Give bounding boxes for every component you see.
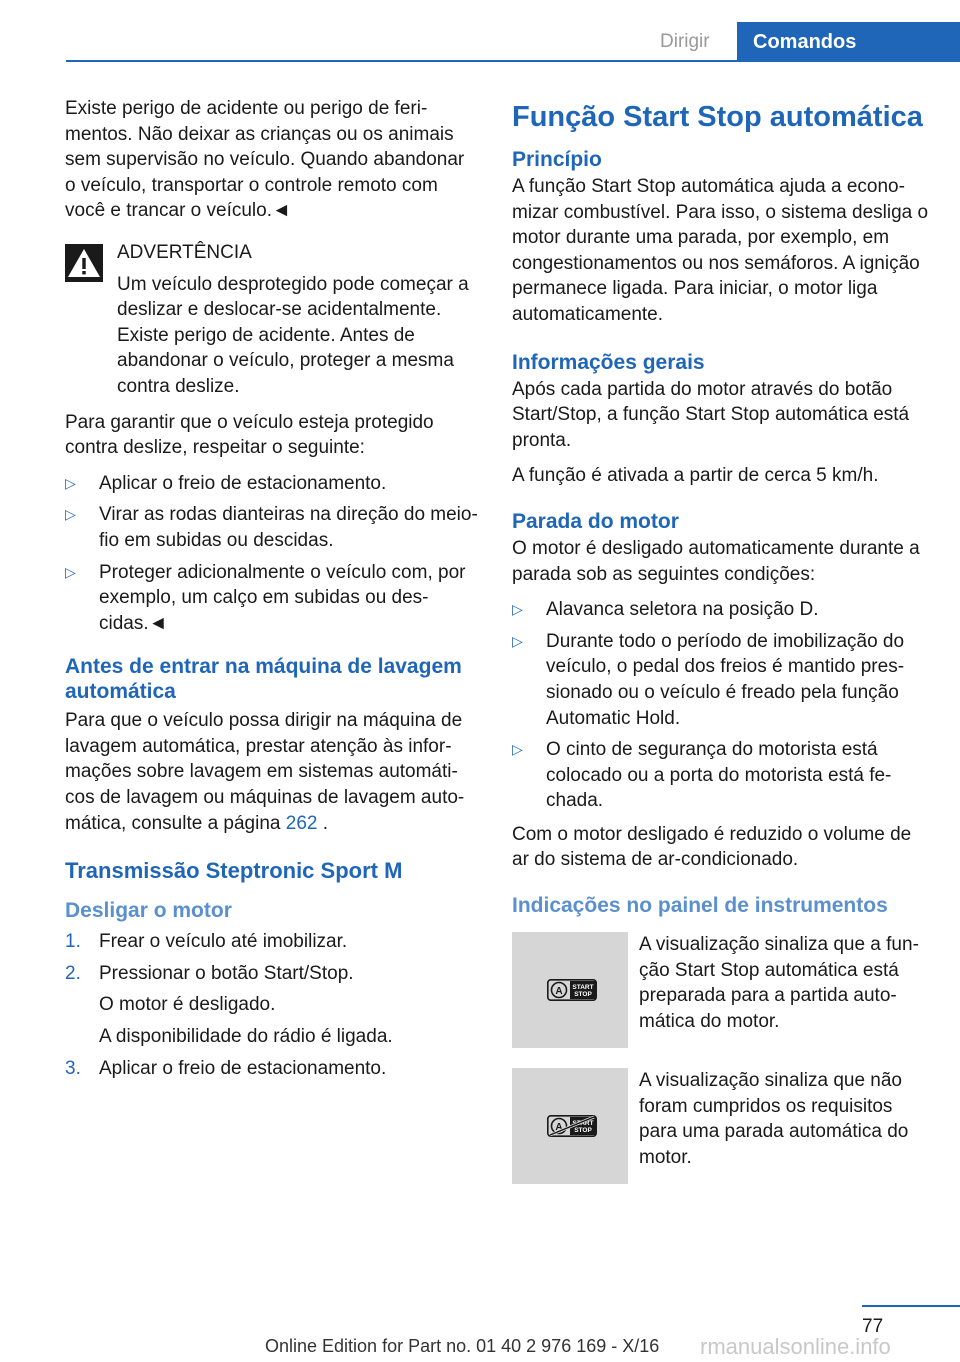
step-note: O motor é desligado. bbox=[99, 994, 276, 1016]
step-item: 3. Aplicar o freio de estacionamento. bbox=[65, 1057, 387, 1079]
step-item: 2. Pressionar o botão Start/Stop. bbox=[65, 962, 354, 984]
page-link[interactable]: 262 bbox=[285, 812, 318, 834]
engine-off-steps bbox=[65, 929, 480, 1081]
warning-title: ADVERTÊNCIA bbox=[117, 241, 252, 263]
header-section: Dirigir bbox=[660, 31, 710, 52]
svg-text:A: A bbox=[555, 986, 563, 998]
step-item: 1. Frear o veículo até imobilizar. bbox=[65, 931, 348, 953]
general-paragraph-1: Após cada partida do motor através do botão Start/Stop, a função Start Stop automática está pronta. bbox=[512, 378, 910, 451]
protection-paragraph: Para garantir que o veículo esteja protegido contra deslize, respeitar o seguinte: bbox=[65, 411, 434, 459]
warning-icon bbox=[65, 244, 103, 282]
start-stop-unavailable-image bbox=[512, 1068, 628, 1184]
after-list-paragraph: Com o motor desligado é reduzido o volume de ar do sistema de ar-condicionado. bbox=[512, 823, 912, 871]
engine-stop-heading: Parada do motor bbox=[512, 509, 679, 533]
triangle-bullet-icon: ▷ bbox=[512, 632, 523, 649]
general-heading: Informações gerais bbox=[512, 350, 705, 374]
engine-stop-paragraph: O motor é desligado automaticamente durante a parada sob as seguintes condições: bbox=[512, 537, 920, 585]
list-item: ▷ O cinto de segurança do motorista está colocado ou a porta do motorista está fechada. bbox=[512, 739, 892, 812]
indicators-heading: Indicações no painel de instrumentos bbox=[512, 894, 888, 918]
list-item: ▷ Durante todo o período de imobilização do veículo, o pedal dos freios é mantido pressionado ou o veículo é freado pela função Automatic Hold. bbox=[512, 630, 905, 729]
warning-block bbox=[65, 240, 480, 400]
list-item: ▷ Alavanca seletora na posição D. bbox=[512, 597, 932, 623]
indicator-not-ready bbox=[512, 1068, 932, 1184]
indicator-ready bbox=[512, 932, 932, 1048]
engine-stop-list bbox=[512, 597, 932, 814]
svg-text:START: START bbox=[572, 984, 594, 992]
svg-text:START: START bbox=[572, 1120, 594, 1128]
indicator-ready-text: A visualização sinaliza que a função Start Stop automática está preparada para a partida automática do motor. bbox=[639, 934, 919, 1032]
svg-text:STOP: STOP bbox=[574, 991, 592, 999]
list-item: ▷ Aplicar o freio de estacionamento. bbox=[65, 471, 480, 497]
svg-text:A: A bbox=[555, 1122, 563, 1134]
protection-list bbox=[65, 471, 480, 637]
carwash-heading: Antes de entrar na máquina de lavagem automática bbox=[65, 655, 462, 704]
triangle-bullet-icon: ▷ bbox=[65, 563, 76, 580]
svg-text:STOP: STOP bbox=[574, 1127, 592, 1135]
watermark: rmanualsonline.info bbox=[700, 1334, 891, 1359]
warning-text: Um veículo desprotegido pode começar a deslizar e deslocar-se acidentalmente. Existe perigo de acidente. Antes de abandonar o veículo, proteger a mesma contra deslize. bbox=[117, 273, 469, 397]
list-item: ▷ Proteger adicionalmente o veículo com, por exemplo, um calço em subidas ou descidas.◄ bbox=[65, 561, 466, 634]
start-stop-icon bbox=[547, 979, 597, 1001]
page-header bbox=[0, 0, 960, 62]
step-note: A disponibilidade do rádio é ligada. bbox=[99, 1026, 393, 1048]
header-rule bbox=[66, 60, 960, 62]
list-item: ▷ Virar as rodas dianteiras na direção do meio-fio em subidas ou descidas. bbox=[65, 504, 478, 551]
indicator-not-ready-text: A visualização sinaliza que não foram cumpridos os requisitos para uma parada automática do motor. bbox=[639, 1070, 909, 1168]
carwash-paragraph: Para que o veículo possa dirigir na máquina de lavagem automática, prestar atenção às informações sobre lavagem em sistemas automáticos de lavagem ou máquinas de lavagem automática, consulte a página 262 . bbox=[65, 710, 465, 834]
triangle-bullet-icon: ▷ bbox=[512, 601, 523, 618]
triangle-bullet-icon: ▷ bbox=[65, 506, 76, 523]
intro-paragraph: Existe perigo de acidente ou perigo de ferimentos. Não deixar as crianças ou os animais sem supervisão no veículo. Quando abandonar o veículo, transportar o controle remoto com você e trancar o veículo.◄ bbox=[65, 98, 465, 222]
footer-rule bbox=[862, 1305, 960, 1307]
engine-off-heading: Desligar o motor bbox=[65, 899, 232, 923]
section-title: Função Start Stop automática bbox=[512, 101, 923, 133]
start-stop-ready-image bbox=[512, 932, 628, 1048]
triangle-bullet-icon: ▷ bbox=[65, 474, 76, 491]
principle-heading: Princípio bbox=[512, 148, 602, 171]
left-column bbox=[65, 96, 480, 1089]
page-number: 77 bbox=[862, 1316, 884, 1337]
general-paragraph-2: A função é ativada a partir de cerca 5 km/h. bbox=[512, 465, 879, 487]
principle-paragraph: A função Start Stop automática ajuda a economizar combustível. Para isso, o sistema desliga o motor durante uma parada, por exemplo, em congestionamentos ou nos semáforos. A ignição permanece ligada. Para iniciar, o motor liga automaticamente. bbox=[512, 176, 929, 325]
header-tab: Comandos bbox=[737, 22, 960, 62]
triangle-bullet-icon: ▷ bbox=[512, 741, 523, 758]
start-stop-crossed-icon bbox=[547, 1115, 597, 1137]
edition-text: Online Edition for Part no. 01 40 2 976 169 - X/16 bbox=[265, 1336, 660, 1356]
right-column bbox=[512, 96, 932, 1204]
transmission-heading: Transmissão Steptronic Sport M bbox=[65, 858, 403, 884]
